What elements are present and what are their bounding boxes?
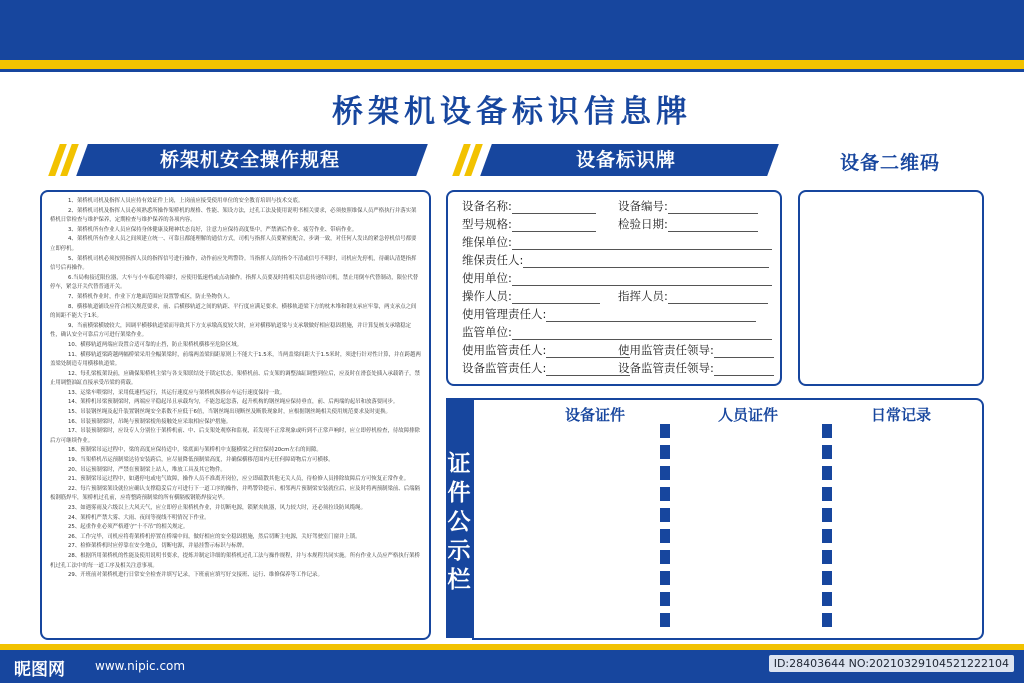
cert-column-personnel: 人员证件 [717,406,778,424]
equipment-field-blank [523,256,769,268]
cert-divider-dash [660,445,670,459]
equipment-field [462,252,769,268]
qr-code-area [798,190,984,386]
cert-divider-dash [822,592,832,606]
equipment-field-blank [512,238,772,250]
page-title: 桥架机设备标识信息牌 [332,94,692,130]
equipment-field-label: 操作人员: [462,289,512,303]
cert-divider-dash [660,508,670,522]
rule-item: 3、架桥机所有作业人员应保持身体健康及精神状态良好，注意力应保持高度集中，严禁酒后作业、疲劳作业、带病作业。 [68,226,358,233]
rule-item: 19、当架桥机吊运预制梁达待安装跨后，应尽量降低预制梁高度，并确保横移范围内无任何障碍物后方可横移。 [68,457,334,464]
rule-item: 10、横移轨道两端应设置合适可靠的止挡，防止架桥机横移至危险区域。 [68,341,242,348]
rule-item: 4、架桥机所有作业人员之间须建立统一、可靠且都能理解的通信方式，司机与指挥人员要紧密配合，步调一致，对任何人发出的紧急停机信号都要立即停机。 [50,236,417,252]
equipment-field-label: 设备监管责任人: [462,361,547,375]
equipment-field-label: 使用监管责任人: [462,343,547,357]
cert-divider-dash [660,466,670,480]
equipment-banner [446,144,781,176]
rules-banner [40,144,430,176]
rule-item: 26、工作完毕，司机应将将架桥机停置在桥端中间，做好相应的安全稳固措施，然后切断主电源，关好驾驶室门窗并上锁。 [68,533,361,540]
equipment-field-blank [512,292,600,304]
rules-panel [40,190,431,640]
header-stripe [0,60,1024,69]
rule-item: 8、横移轨道铺设应符合相关规范要求，前、后横移轨道之间的轨距、平行度应满足要求。横移轨道梁下方的枕木堆和钢支承应牢靠，两支承点之间的间距不能大于1米。 [50,303,417,320]
equipment-field [462,360,630,376]
rule-item: 11、横移轨道梁跨越两幅桥梁采用全幅架梁时，前端两盖梁间距原则上不能大于1.5米，当两盖梁间距大于1.5米时，须进行针对性计算，并在跨越两盖梁处制造专用横移轨道梁。 [50,351,421,368]
equipment-field-blank [714,346,774,358]
equipment-field [618,342,774,358]
cert-divider-dash [660,592,670,606]
equipment-field [462,342,630,358]
cert-board-label: 证件公示栏 [446,398,472,638]
rule-item: 7、架桥机作业时，作业下方地面范围应设置警戒区，防止坠物伤人。 [68,293,234,300]
footer-url: www.nipic.com [95,659,186,673]
equipment-field [618,288,768,304]
cert-divider-dash [822,445,832,459]
equipment-panel [446,190,782,386]
rule-item: 12、每孔梁板架设前，应确保架桥机主梁与各支架联结处于锁定状态，架桥机前、后支架的调整油缸调整到位后，应及时在滑套处插入承载销子，禁止用调整油缸直接承受吊梁的荷载。 [50,370,420,387]
rule-item: 25、起重作业必须严格遵守“十不吊”的相关规定。 [68,524,189,531]
rule-item: 1、架桥机司机及指挥人员应持有效证件上岗，上岗前应接受使用单位的安全教育培训与技术交底。 [68,198,304,204]
rule-item: 22、每片预制梁架设就位应确认支撑稳妥后方可进行下一道工序的操作，并鸣警铃提示，相邻两片预制梁安装就位后，应及时将两预制梁前、后端隔板钢筋焊牢，架桥机过孔前，应将整跨预制梁的所有横隔板钢筋焊接完毕。 [50,485,420,502]
equipment-field-blank [512,220,596,232]
equipment-field [462,198,596,214]
equipment-field-label: 设备监管责任领导: [618,361,714,375]
equipment-field [618,198,758,214]
cert-divider-dash [822,424,832,438]
equipment-field-label: 指挥人员: [618,289,668,303]
equipment-field-label: 型号规格: [462,217,512,231]
equipment-field-label: 检验日期: [618,217,668,231]
rule-item: 21、预制梁吊运过程中，如遇停电或电气故障，操作人员不准离开岗位，应立即疏散其他无关人员，待检修人员排除故障后方可恢复正常作业。 [68,476,410,483]
cert-divider-dash [822,508,832,522]
equipment-field-label: 设备名称: [462,199,512,213]
equipment-field-label: 使用单位: [462,271,512,285]
equipment-field-blank [512,328,772,340]
equipment-field [462,234,772,250]
equipment-field [618,360,774,376]
equipment-field-label: 维保责任人: [462,253,524,267]
equipment-field-label: 使用监管责任领导: [618,343,714,357]
equipment-field-blank [668,202,758,214]
equipment-field-label: 监管单位: [462,325,512,339]
rules-title: 桥架机安全操作规程 [159,149,340,171]
rule-item: 20、吊运预制梁时，严禁在预制梁上站人，堆放工具及其它物件。 [68,466,226,473]
cert-divider-dash [660,571,670,585]
cert-divider-dash [660,613,670,627]
equipment-field-label: 维保单位: [462,235,512,249]
rule-item: 13、运梁车喂梁时，采用低速档运行，其运行速度应与架桥机纵移台车运行速度保持一致。 [68,389,286,396]
cert-divider-dash [822,571,832,585]
cert-divider-dash [822,613,832,627]
equipment-field-label: 使用管理责任人: [462,307,547,321]
rule-item: 24、架桥机严禁大雾、大雨、夜间等视线不明情况下作业。 [68,514,210,521]
cert-divider-dash [660,424,670,438]
cert-divider-dash [822,466,832,480]
equipment-field [462,324,772,340]
rule-item: 6.当局构接近限位器，大车与小车临近终端时，应使用低速档或点动操作。指挥人员要及时将相关信息传递给司机，禁止用倒车代替制动，限位代替停车，紧急开关代替普通开关。 [50,274,419,291]
rule-item: 15、吊装钢丝绳及起升装置钢丝绳安全系数不应低于6倍，当钢丝绳出现断丝及断股现象时，应根据钢丝绳相关使用规范要求及时更换。 [68,409,391,416]
cert-divider-dash [822,550,832,564]
cert-divider-dash [822,487,832,501]
equipment-field-blank [714,364,774,376]
equipment-field-label: 设备编号: [618,199,668,213]
header-thin-line [0,69,1024,72]
cert-divider-dash [660,550,670,564]
equipment-field [618,216,758,232]
rule-item: 23、如遇雾雨及六级以上大风天气，应立即停止架桥机作业，并切断电源，锁紧夹轨器，风力较大时，还必须拉设防风缆绳。 [68,505,366,511]
rule-item: 27、检修架桥机时应停靠在安全地点，切断电源，并悬挂警示标识与标牌。 [68,543,248,550]
rule-item: 5、架桥机司机必须按照指挥人员的指挥信号进行操作，动作前应先鸣警铃。当指挥人员的指令不清或信号不明时，司机应先停机，待确认清楚指挥信号后再操作。 [50,255,417,272]
cert-column-daily-records: 日常记录 [870,406,931,424]
cert-column-equipment: 设备证件 [564,406,625,424]
equipment-field [462,216,596,232]
cert-divider-dash [822,529,832,543]
rules-list [42,192,429,585]
cert-divider-dash [660,529,670,543]
cert-board-panel [472,398,984,640]
rule-item: 16、吊装预制梁时，吊绳与预制梁棱角接触处应采取相应保护措施。 [68,418,232,425]
equipment-field [462,270,772,286]
footer-logo: 昵图网 [14,660,65,680]
cert-divider-dash [660,487,670,501]
equipment-field-blank [668,220,758,232]
rule-item: 28、根据所用架桥机的性能及使用说明书要求，提炼并制定详细的架桥机过孔工法与操作规程，并与本规程共同实施。所有作业人员应严格执行架桥机过孔工法中的每一道工序及相关注意事项。 [50,552,420,569]
equipment-field-blank [512,274,772,286]
qr-title: 设备二维码 [839,152,940,174]
rule-item: 14、架桥机吊梁预制梁时，两端应平稳起吊且承载均匀，不能忽起忽落，起升机构的钢丝绳应保持垂直，前、后两端的起吊和放落要同步。 [68,399,399,406]
rule-item: 17、吊装预制梁时，应设专人分别位于架桥机前、中、后支架处观察和监视，若发现不正常现象或听到不正常声响时，应立即停机检查，待故障排除后方可继续作业。 [50,428,420,444]
rule-item: 18、预制梁吊运过程中，梁的高度应保持适中，梁底面与架桥机中支腿横梁之间宜保持20cm左右的间隙。 [68,447,322,454]
equipment-field [462,306,756,322]
rule-item: 9、当前横梁横坡较大，因调平横移轨道梁而导致其下方支承墩高度较大时，应对横移轨道梁与支承墩做好相应稳固措施，并计算复核支承墩稳定性，确认安全可靠后方可进行架梁作业。 [50,322,412,339]
equipment-field-blank [668,292,768,304]
equipment-title: 设备标识牌 [575,149,676,171]
equipment-field-blank [546,310,756,322]
equipment-field-blank [512,202,596,214]
rule-item: 2、架桥机司机及指挥人员必须熟悉所操作架桥机的规格、性能、架设方法，过孔工法及使用说明书相关要求，必须按照维保人员严格执行并落实架桥机日常检查与维护保养，定期检查与维护保养的各项内容。 [50,207,417,224]
equipment-field [462,288,600,304]
header-band [0,0,1024,60]
footer-id: ID:28403644 NO:20210329104521222104 [769,655,1014,672]
rule-item: 29、开班前对架桥机进行日常安全检查并填写记录，下班前应填写好交接班、运行、维修保养等工作记录。 [68,572,323,579]
